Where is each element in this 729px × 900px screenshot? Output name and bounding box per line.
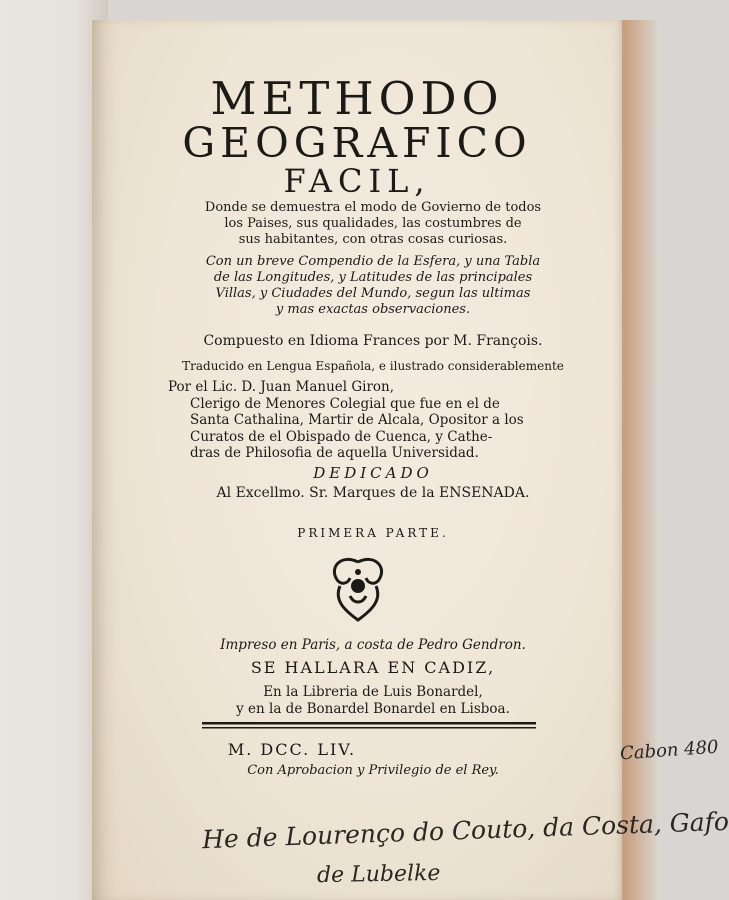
- compendium-line: y mas exactas observaciones.: [275, 302, 471, 317]
- handwritten-owner-line-2: de Lubelke: [316, 860, 441, 889]
- subtitle: [168, 200, 578, 248]
- printers-ornament-icon: [328, 552, 388, 624]
- bookshop-line: En la Libreria de Luis Bonardel,: [263, 684, 483, 700]
- title-line-3: FACIL,: [283, 162, 431, 200]
- translator-line: Por el Lic. D. Juan Manuel Giron,: [168, 379, 395, 395]
- translator-line: dras de Philosofia de aquella Universidad.: [190, 445, 479, 461]
- title-page: [92, 20, 729, 900]
- translator-line: Santa Cathalina, Martir de Alcala, Opositor a los: [190, 412, 524, 428]
- translator-line: Clerigo de Menores Colegial que fue en el de: [190, 395, 500, 412]
- title-line-1: METHODO: [210, 72, 504, 125]
- subtitle-line: sus habitantes, con otras cosas curiosas.: [238, 232, 508, 247]
- double-rule-divider: [202, 722, 536, 730]
- dedication-label: DEDICADO: [313, 464, 433, 482]
- compendium-line: Villas, y Ciudades del Mundo, segun las ultimas: [215, 286, 531, 301]
- compendium-line: de las Longitudes, y Latitudes de las principales: [213, 270, 533, 285]
- translator-line: Curatos de el Obispado de Cuenca, y Cathe-: [190, 428, 493, 445]
- translated-by: Traducido en Lengua Española, e ilustrado considerablemente: [182, 359, 564, 373]
- handwritten-shelfmark: Cabon 480: [619, 736, 720, 765]
- subtitle-line: los Paises, sus qualidades, las costumbres de: [224, 216, 522, 231]
- dedicatee: Al Excellmo. Sr. Marques de la ENSENADA.: [216, 485, 530, 501]
- subtitle-line: Donde se demuestra el modo de Govierno de todos: [204, 200, 542, 215]
- translator: [168, 379, 578, 462]
- approval: Con Aprobacion y Privilegio de el Rey.: [247, 763, 499, 778]
- title-line-2: GEOGRAFICO: [182, 119, 532, 167]
- handwritten-owner-line-1: He de Lourenço do Couto, da Costa, Gafo: [201, 806, 729, 855]
- bookshop: [168, 684, 578, 718]
- imprint-year: M. DCC. LIV.: [227, 740, 357, 759]
- compendium: [168, 254, 578, 318]
- bookshop-line: y en la de Bonardel Bonardel en Lisboa.: [236, 701, 510, 717]
- printed-at: Impreso en Paris, a costa de Pedro Gendron.: [220, 637, 526, 653]
- part-label: PRIMERA PARTE.: [297, 526, 449, 540]
- composed-by: Compuesto en Idioma Frances por M. François.: [203, 333, 543, 349]
- sold-at: SE HALLARA EN CADIZ,: [250, 658, 496, 677]
- compendium-line: Con un breve Compendio de la Esfera, y una Tabla: [205, 254, 541, 269]
